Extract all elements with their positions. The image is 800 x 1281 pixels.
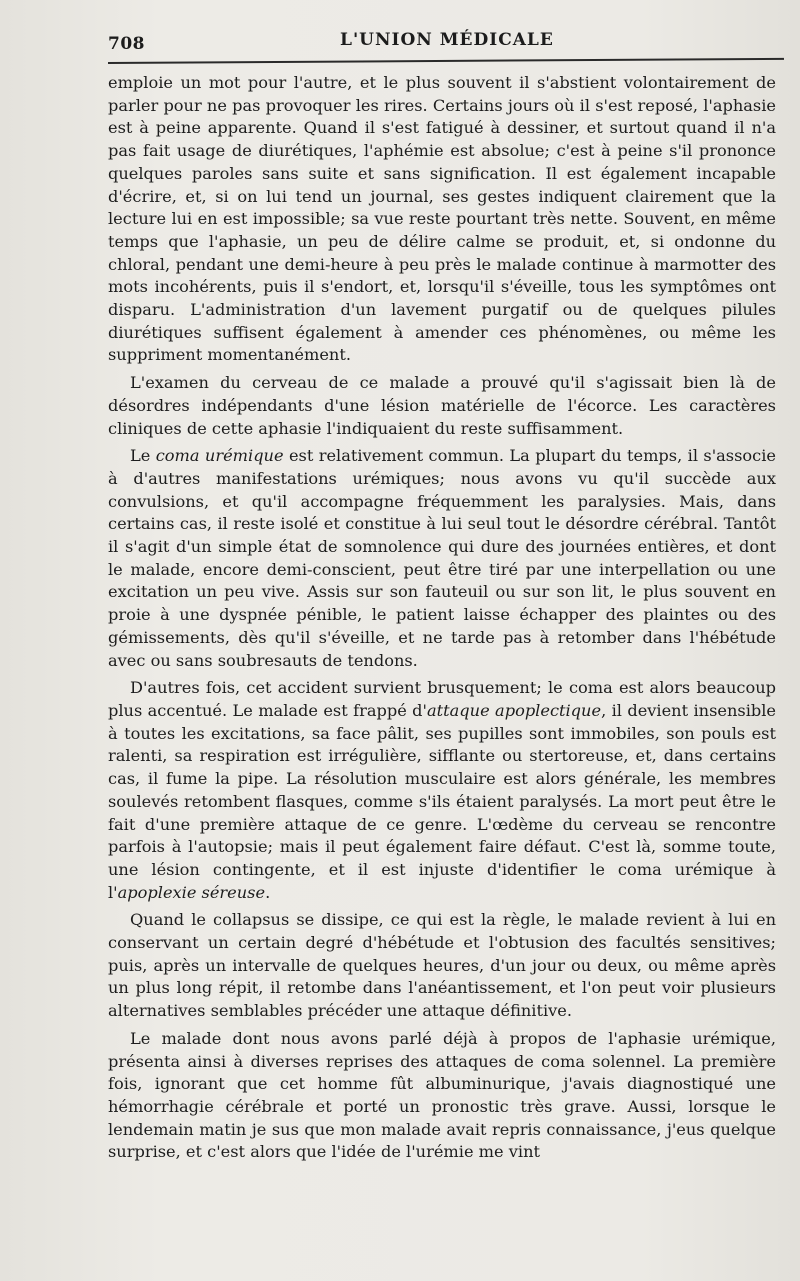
paragraph-collapse xyxy=(108,909,776,1023)
text-run: . xyxy=(265,882,271,902)
text-run: emploie un mot pour l'autre, et le plus souvent il s'abstient volontairement de parler pour ne pas provoquer les rires. Certains jours où il s'est reposé, l'aphasie est à peine apparente. Quand il s'est fatigué à dessiner, et surtout quand il n'a pas fait usage de diurétiques, l'aphémie est absolue; c'est à peine s'il prononce quelques paroles sans suite et sans signification. Il est également incapable d'écrire, et, si on lui tend un journal, ses gestes indiquent clairement que la lecture lui en est impossible; sa vue reste pourtant très nette. Souvent, en même temps que l'aphasie, un peu de délire calme se produit, et, si ondonne du chloral, pendant une demi-heure à peu près le malade continue à marmotter des mots incohérents, puis il s'endort, et, lorsqu'il s'éveille, tous les symptômes ont disparu. L'administration d'un lavement purgatif ou de quelques pilules diurétiques suffisent également à amender ces phénomènes, ou même les suppriment momentanément. xyxy=(108,73,776,365)
paragraph-apoplectic-attack xyxy=(108,677,776,904)
italic-term-attaque-apoplectique: attaque apoplectique xyxy=(427,700,602,720)
text-run: est relativement commun. La plupart du temps, il s'associe à d'autres manifestations urémiques; nous avons vu qu'il succède aux convulsions, et qu'il accompagne fréquemment les paralysies. Mais, dans certains cas, il reste isolé et constitue à lui seul tout le désordre cérébral. Tantôt il s'agit d'un simple état de somnolence qui dure des journées entières, et dont le malade, encore demi-conscient, peut être tiré par une interpellation ou une excitation un peu vive. Assis sur son fauteuil ou sur son lit, le plus souvent en proie à une dyspnée pénible, le patient laisse échapper des plaintes ou des gémissements, dès qu'il s'éveille, et ne tarde pas à retomber dans l'hébétude avec ou sans soubresauts de tendons. xyxy=(108,446,776,670)
text-run: Le malade dont nous avons parlé déjà à propos de l'aphasie urémique, présenta ainsi à diverses reprises des attaques de coma solennel. La première fois, ignorant que cet homme fût albuminurique, j'avais diagnostiqué une hémorrhagie cérébrale et porté un pronostic très grave. Aussi, lorsque le lendemain matin je sus que mon malade avait repris connaissance, j'eus quelque surprise, et c'est alors que l'idée de l'urémie me vint xyxy=(108,1028,776,1162)
body-text xyxy=(108,72,776,1169)
text-run: Quand le collapsus se dissipe, ce qui est la règle, le malade revient à lui en conservant un certain degré d'hébétude et l'obtusion des facultés sensitives; puis, après un intervalle de quelques heures, d'un jour ou deux, ou même après un plus long répit, il retombe dans l'anéantissement, et l'on peut voir plusieurs alternatives semblables précéder une attaque définitive. xyxy=(108,910,776,1021)
italic-term-apoplexie-sereuse: apoplexie séreuse xyxy=(117,882,266,902)
paragraph-brain-examination xyxy=(108,372,776,440)
text-run: Le xyxy=(130,446,156,466)
text-run: L'examen du cerveau de ce malade a prouvé qu'il s'agissait bien là de désordres indépendants d'une lésion matérielle de l'écorce. Les caractères cliniques de cette aphasie l'indiquaient du reste suffisamment. xyxy=(108,373,776,438)
text-run: D'autres fois, cet accident survient brusquement; le coma est alors beaucoup plus accentué. Le malade est frappé d' xyxy=(108,678,776,720)
italic-term-coma-uremique: coma urémique xyxy=(155,446,284,466)
paragraph-patient-case xyxy=(108,1028,776,1164)
paragraph-uremic-coma xyxy=(108,445,776,672)
paragraph-aphasia-continuation xyxy=(108,72,776,367)
page-number: 708 xyxy=(108,34,145,54)
running-title: L'UNION MÉDICALE xyxy=(340,30,554,50)
page-header xyxy=(108,28,788,58)
header-rule xyxy=(108,58,784,64)
text-run: , il devient insensible à toutes les excitations, sa face pâlit, ses pupilles sont immobiles, son pouls est ralenti, sa respiration est irrégulière, sifflante ou stertoreuse, et, dans certains cas, il fume la pipe. La résolution musculaire est alors générale, les membres soulevés retombent flasques, comme s'ils étaient paralysés. La mort peut être le fait d'une première attaque de ce genre. L'œdème du cerveau se rencontre parfois à l'autopsie; mais il peut également faire défaut. C'est là, somme toute, une lésion contingente, et il est injuste d'identifier le coma urémique à l' xyxy=(108,700,776,902)
